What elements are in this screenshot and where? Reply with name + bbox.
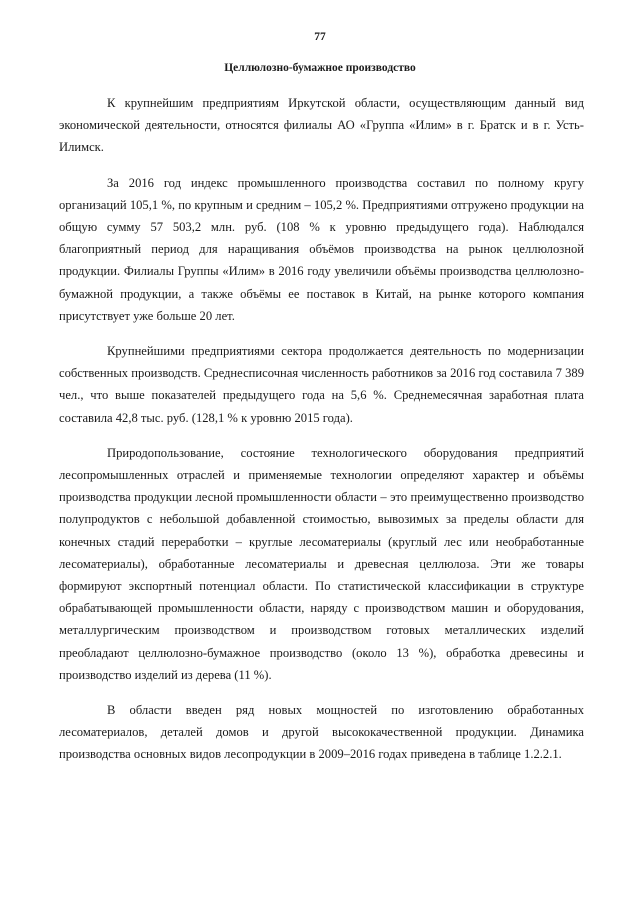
paragraph: Крупнейшими предприятиями сектора продолжается деятельность по модернизации собственных производств. Среднесписочная численность работников за 2016 год составила 7 389 чел., что выше показателей предыдущего года на 5,6 %. Среднемесячная заработная плата составила 42,8 тыс. руб. (128,1 % к уровню 2015 года). (59, 344, 584, 425)
paragraph: К крупнейшим предприятиям Иркутской области, осуществляющим данный вид экономической деятельности, относятся филиалы АО «Группа «Илим» в г. Братск и в г. Усть-Илимск. (59, 96, 584, 155)
page-number: 77 (314, 31, 326, 43)
paragraph: Природопользование, состояние технологического оборудования предприятий лесопромышленных отраслей и применяемые технологии определяют характер и объёмы производства продукции лесной промышленности области – это преимущественно производство полупродуктов с небольшой добавленной стоимостью, вывозимых за пределы области для конечных стадий переработки – круглые лесоматериалы (круглый лес или необработанные лесоматериалы), обработанные лесоматериалы и древесная целлюлоза. Эти же товары формируют экспортный потенциал области. По статистической классификации в структуре обрабатывающей промышленности области, наряду с производством машин и оборудования, металлургическим производством и производством готовых металлических изделий преобладают целлюлозно-бумажное производство (около 13 %), обработка древесины и производство изделий из дерева (11 %). (59, 445, 584, 682)
paragraph: В области введен ряд новых мощностей по изготовлению обработанных лесоматериалов, деталей домов и другой высококачественной продукции. Динамика производства основных видов лесопродукции в 2009–2016 годах приведена в таблице 1.2.2.1. (59, 703, 584, 762)
body-text (59, 92, 584, 779)
section-title: Целлюлозно-бумажное производство (224, 62, 416, 74)
paragraph: За 2016 год индекс промышленного производства составил по полному кругу организаций 105,1 %, по крупным и средним – 105,2 %. Предприятиями отгружено продукции на общую сумму 57 503,2 млн. руб. (108 % к уровню предыдущего года). Наблюдался благоприятный период для наращивания объёмов производства на рынок целлюлозной продукции. Филиалы Группы «Илим» в 2016 году увеличили объёмы производства целлюлозно-бумажной продукции, а также объёмы ее поставок в Китай, на рынке которого компания присутствует уже больше 20 лет. (59, 175, 584, 323)
